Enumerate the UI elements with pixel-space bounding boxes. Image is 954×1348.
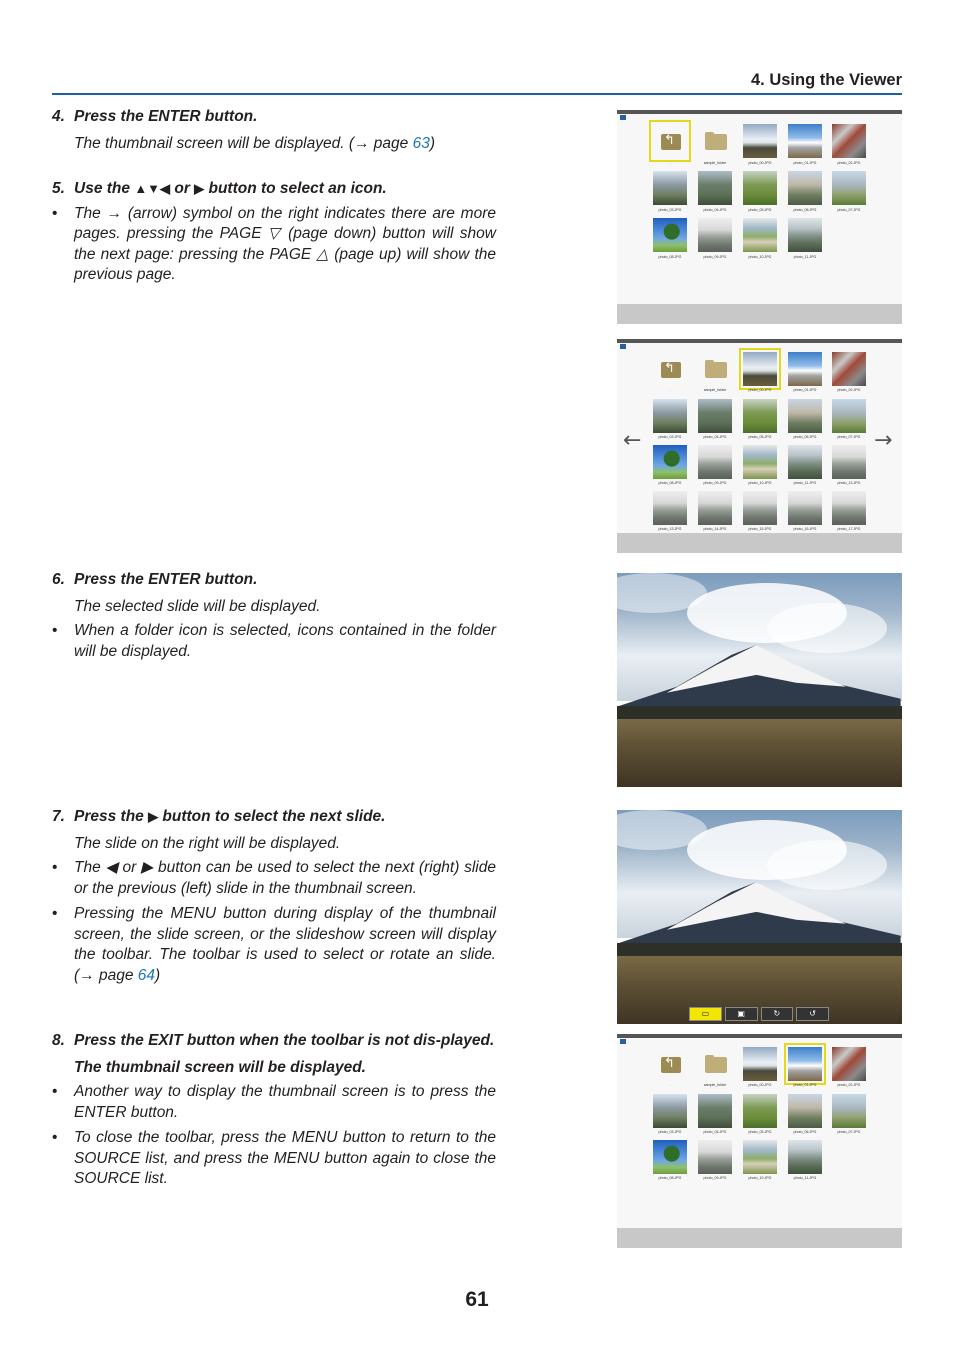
page-left-arrow-icon[interactable]: ←: [623, 428, 642, 453]
step-4-body: The thumbnail screen will be displayed. (→ page 63): [74, 134, 436, 152]
step-8-bullet-2: • To close the toolbar, press the MENU button to return to the SOURCE list, and press the MENU button again to close the SOURCE list.: [52, 1129, 496, 1187]
step-7-bullet-2: • Pressing the MENU button during display of the thumbnail screen, the slide screen, or the slideshow screen will display the toolbar. The toolbar is used to select or rotate an slide. (→ page 64): [52, 905, 496, 984]
photo-thumb[interactable]: [832, 445, 866, 479]
thumb-label: photo_13.JPG: [658, 527, 682, 531]
screen-corner-icon: [620, 115, 626, 120]
step-7-title: 7. Press the ▶ button to select the next slide.: [52, 808, 386, 825]
thumbnail-screen-1: [617, 110, 902, 324]
thumb-label: photo_09.JPG: [703, 481, 727, 485]
photo-thumb[interactable]: [832, 171, 866, 205]
thumb-label: photo_11.JPG: [793, 255, 817, 259]
photo-thumb[interactable]: [653, 491, 687, 525]
thumb-label: photo_11.JPG: [793, 481, 817, 485]
folder-icon[interactable]: [698, 124, 732, 158]
photo-thumb[interactable]: [698, 445, 732, 479]
thumb-label: .: [669, 1083, 671, 1087]
thumb-label: sample_folder: [703, 1083, 727, 1087]
thumb-label: photo_08.JPG: [658, 481, 682, 485]
photo-thumb[interactable]: [788, 399, 822, 433]
slide-view-1: [617, 573, 902, 787]
photo-thumb[interactable]: [788, 491, 822, 525]
step-7-body: The slide on the right will be displayed.: [74, 834, 341, 852]
step-4-title: 4. Press the ENTER button.: [52, 108, 258, 125]
thumb-label: photo_00.JPG: [748, 1083, 772, 1087]
thumb-label: photo_05.JPG: [748, 435, 772, 439]
thumbnail-screen-3: [617, 1034, 902, 1248]
thumb-label: photo_07.JPG: [837, 435, 861, 439]
thumb-label: photo_16.JPG: [793, 527, 817, 531]
thumb-label: photo_02.JPG: [837, 388, 861, 392]
photo-thumb[interactable]: [788, 1140, 822, 1174]
page-64-link[interactable]: 64: [137, 966, 156, 984]
thumb-label: photo_05.JPG: [748, 1130, 772, 1134]
thumb-label: photo_10.JPG: [748, 481, 772, 485]
photo-thumb[interactable]: [743, 218, 777, 252]
photo-thumb[interactable]: [788, 171, 822, 205]
folder-icon[interactable]: [698, 352, 732, 386]
photo-thumb[interactable]: [788, 445, 822, 479]
photo-thumb[interactable]: [832, 1094, 866, 1128]
photo-thumb[interactable]: [743, 1094, 777, 1128]
photo-thumb[interactable]: [653, 171, 687, 205]
thumb-label: photo_02.JPG: [837, 161, 861, 165]
photo-thumb[interactable]: [653, 218, 687, 252]
photo-thumb[interactable]: [832, 1047, 866, 1081]
photo-thumb[interactable]: [653, 1094, 687, 1128]
step-8-bullet-1: • Another way to display the thumbnail screen is to press the ENTER button.: [52, 1083, 496, 1121]
step-8-body: The thumbnail screen will be displayed.: [74, 1058, 366, 1076]
thumb-label: photo_15.JPG: [748, 527, 772, 531]
photo-thumb[interactable]: [698, 399, 732, 433]
step-6-body: The selected slide will be displayed.: [74, 597, 321, 615]
slideshow-icon[interactable]: ▣: [725, 1007, 758, 1021]
step-6: [52, 570, 496, 667]
thumb-label: photo_05.JPG: [748, 208, 772, 212]
photo-thumb[interactable]: [653, 445, 687, 479]
photo-thumb[interactable]: [698, 491, 732, 525]
parent-folder-icon[interactable]: [653, 352, 687, 386]
photo-thumb[interactable]: [743, 352, 777, 386]
header-rule: [52, 93, 902, 95]
thumb-label: photo_01.JPG: [793, 161, 817, 165]
step-8-title: 8. Press the EXIT button when the toolbar is not dis-played.: [52, 1032, 495, 1049]
page-number: 61: [465, 1288, 489, 1311]
rotate-left-icon[interactable]: ↺: [796, 1007, 829, 1021]
thumb-label: .: [669, 161, 671, 165]
photo-thumb[interactable]: [788, 124, 822, 158]
rotate-right-icon[interactable]: ↻: [761, 1007, 794, 1021]
photo-thumb[interactable]: [653, 399, 687, 433]
photo-thumb[interactable]: [743, 171, 777, 205]
thumb-label: photo_09.JPG: [703, 1176, 727, 1180]
thumb-label: photo_07.JPG: [837, 1130, 861, 1134]
step-7-bullet-1: • The ◀ or ▶ button can be used to select the next (right) slide or the previous (left) slide in the thumbnail screen.: [52, 859, 496, 897]
photo-thumb[interactable]: [832, 491, 866, 525]
thumb-label: photo_06.JPG: [793, 435, 817, 439]
thumb-label: photo_14.JPG: [703, 527, 727, 531]
photo-thumb[interactable]: [698, 1094, 732, 1128]
page-right-arrow-icon[interactable]: →: [874, 428, 893, 453]
step-8: [52, 1031, 496, 1195]
thumb-label: photo_08.JPG: [658, 1176, 682, 1180]
slide-view-2: [617, 810, 902, 1024]
thumb-label: photo_01.JPG: [793, 388, 817, 392]
photo-thumb[interactable]: [788, 1047, 822, 1081]
slide-icon[interactable]: ▭: [689, 1007, 722, 1021]
thumb-label: photo_06.JPG: [793, 208, 817, 212]
section-title: 4. Using the Viewer: [751, 71, 902, 89]
parent-folder-icon[interactable]: [653, 124, 687, 158]
thumbnail-screen-2: [617, 339, 902, 553]
photo-thumb[interactable]: [743, 124, 777, 158]
step-5: [52, 179, 496, 291]
thumb-label: .: [669, 388, 671, 392]
thumb-label: photo_09.JPG: [703, 255, 727, 259]
photo-thumb[interactable]: [832, 352, 866, 386]
status-bar: [617, 1228, 902, 1248]
photo-thumb[interactable]: [788, 352, 822, 386]
step-6-title: 6. Press the ENTER button.: [52, 571, 258, 588]
thumb-label: photo_00.JPG: [748, 161, 772, 165]
viewer-toolbar: [689, 1007, 829, 1021]
thumb-label: photo_03.JPG: [658, 435, 682, 439]
thumb-label: photo_04.JPG: [703, 435, 727, 439]
step-5-bullet: • The → (arrow) symbol on the right indicates there are more pages. pressing the PAGE ▽ (page down) button will show the next page: pressing the PAGE △ (page up) will show the previous page.: [52, 204, 496, 283]
thumb-label: photo_01.JPG: [793, 1083, 817, 1087]
thumb-label: photo_07.JPG: [837, 208, 861, 212]
step-6-bullet: • When a folder icon is selected, icons contained in the folder will be displayed.: [52, 622, 496, 660]
photo-thumb[interactable]: [698, 171, 732, 205]
thumb-label: photo_03.JPG: [658, 208, 682, 212]
step-4: [52, 107, 496, 154]
thumb-label: photo_12.JPG: [837, 481, 861, 485]
status-bar: [617, 304, 902, 324]
thumb-label: photo_11.JPG: [793, 1176, 817, 1180]
step-7: [52, 807, 496, 991]
folder-icon[interactable]: [698, 1047, 732, 1081]
thumb-label: photo_04.JPG: [703, 208, 727, 212]
thumb-label: photo_10.JPG: [748, 255, 772, 259]
thumb-label: sample_folder: [703, 161, 727, 165]
photo-thumb[interactable]: [832, 399, 866, 433]
thumb-label: photo_08.JPG: [658, 255, 682, 259]
photo-thumb[interactable]: [743, 1140, 777, 1174]
page-63-link[interactable]: 63: [412, 134, 430, 152]
thumb-label: sample_folder: [703, 388, 727, 392]
thumb-label: photo_02.JPG: [837, 1083, 861, 1087]
screen-corner-icon: [620, 344, 626, 349]
thumb-label: photo_00.JPG: [748, 388, 772, 392]
photo-thumb[interactable]: [698, 218, 732, 252]
thumb-label: photo_06.JPG: [793, 1130, 817, 1134]
photo-thumb[interactable]: [832, 124, 866, 158]
photo-thumb[interactable]: [743, 445, 777, 479]
screen-corner-icon: [620, 1039, 626, 1044]
photo-thumb[interactable]: [743, 491, 777, 525]
step-5-title: 5. Use the ▲▼◀ or ▶ button to select an icon.: [52, 180, 387, 197]
thumb-label: photo_17.JPG: [837, 527, 861, 531]
photo-thumb[interactable]: [698, 1140, 732, 1174]
photo-thumb[interactable]: [788, 1094, 822, 1128]
photo-thumb[interactable]: [743, 1047, 777, 1081]
photo-thumb[interactable]: [743, 399, 777, 433]
status-bar: [617, 533, 902, 553]
thumb-label: photo_10.JPG: [748, 1176, 772, 1180]
parent-folder-icon[interactable]: [653, 1047, 687, 1081]
photo-thumb[interactable]: [788, 218, 822, 252]
photo-thumb[interactable]: [653, 1140, 687, 1174]
thumb-label: photo_04.JPG: [703, 1130, 727, 1134]
thumb-label: photo_03.JPG: [658, 1130, 682, 1134]
